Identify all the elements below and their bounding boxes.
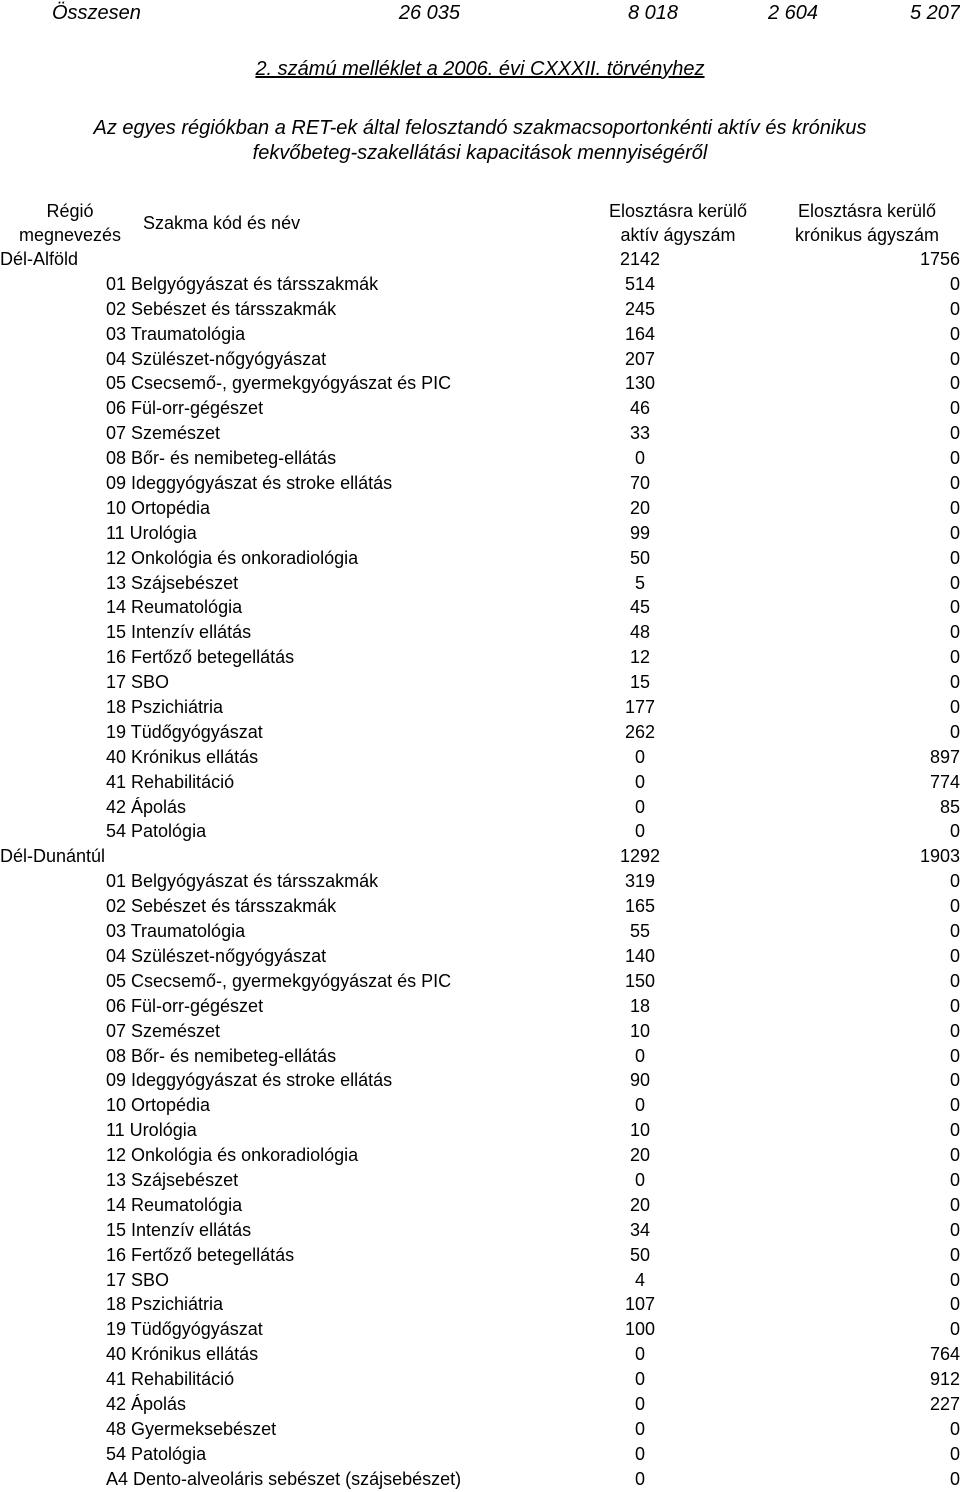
- row-active-beds: 2142: [619, 249, 661, 269]
- table-row: [0, 1044, 960, 1069]
- row-chronic-beds: 912: [929, 1369, 960, 1390]
- row-chronic-beds: 774: [929, 771, 960, 792]
- row-name: 12 Onkológia és onkoradiológia: [106, 1145, 359, 1166]
- row-active-beds: 165: [624, 896, 656, 917]
- row-active-beds: 70: [629, 473, 651, 494]
- header-active-line-1: Elosztásra kerülő: [608, 201, 748, 221]
- row-active-beds: 0: [634, 1443, 645, 1464]
- row-name: 04 Szülészet-nőgyógyászat: [106, 348, 327, 369]
- row-active-beds: 46: [629, 398, 651, 419]
- row-chronic-beds: 0: [949, 1269, 960, 1290]
- row-name: 13 Szájsebészet: [106, 1169, 239, 1190]
- row-chronic-beds: 0: [949, 1169, 960, 1190]
- row-name: 04 Szülészet-nőgyógyászat: [106, 945, 327, 966]
- row-active-beds: 0: [634, 1369, 645, 1390]
- row-name: 54 Patológia: [106, 1443, 207, 1464]
- table-row: [0, 944, 960, 969]
- table-row: [0, 994, 960, 1019]
- row-name: 03 Traumatológia: [106, 921, 246, 942]
- row-name: 42 Ápolás: [106, 1393, 187, 1414]
- row-active-beds: 0: [634, 1045, 645, 1066]
- row-active-beds: 177: [624, 697, 656, 718]
- row-active-beds: 34: [629, 1219, 651, 1240]
- row-name: 09 Ideggyógyászat és stroke ellátás: [106, 1070, 393, 1091]
- table-row: [0, 1367, 960, 1392]
- row-chronic-beds: 0: [949, 547, 960, 568]
- row-chronic-beds: 0: [949, 597, 960, 618]
- row-chronic-beds: 0: [949, 995, 960, 1016]
- row-chronic-beds: 0: [949, 622, 960, 643]
- table-row: [0, 571, 960, 596]
- region-row: [0, 844, 960, 869]
- table-row: [0, 1467, 960, 1492]
- table-row: [0, 595, 960, 620]
- row-active-beds: 90: [629, 1070, 651, 1091]
- row-active-beds: 0: [634, 746, 645, 767]
- row-chronic-beds: 0: [949, 871, 960, 892]
- row-name: Dél-Dunántúl: [0, 846, 106, 867]
- table-row: [0, 620, 960, 645]
- data-table: [0, 247, 960, 1492]
- table-row: [0, 297, 960, 322]
- row-active-beds: 48: [629, 622, 651, 643]
- row-active-beds: 99: [629, 522, 651, 543]
- row-name: 19 Tüdőgyógyászat: [106, 1319, 263, 1340]
- row-chronic-beds: 0: [949, 1319, 960, 1340]
- row-name: 05 Csecsemő-, gyermekgyógyászat és PIC: [106, 373, 452, 394]
- row-chronic-beds: 0: [949, 497, 960, 518]
- row-active-beds: 50: [629, 547, 651, 568]
- row-name: 18 Pszichiátria: [106, 1294, 224, 1315]
- row-chronic-beds: 0: [949, 1045, 960, 1066]
- table-row: [0, 1342, 960, 1367]
- row-active-beds: 100: [624, 1319, 656, 1340]
- row-name: 17 SBO: [106, 1269, 170, 1290]
- row-active-beds: 33: [629, 423, 651, 444]
- row-name: 15 Intenzív ellátás: [106, 1219, 252, 1240]
- row-name: 13 Szájsebészet: [106, 572, 239, 593]
- table-row: [0, 546, 960, 571]
- row-name: 16 Fertőző betegellátás: [106, 647, 295, 668]
- table-row: [0, 1143, 960, 1168]
- row-active-beds: 0: [634, 1344, 645, 1365]
- row-name: 01 Belgyógyászat és társszakmák: [106, 273, 379, 294]
- table-row: [0, 1168, 960, 1193]
- row-name: 17 SBO: [106, 672, 170, 693]
- row-active-beds: 10: [629, 1020, 651, 1041]
- row-name: 02 Sebészet és társszakmák: [106, 298, 337, 319]
- document-title: [0, 116, 960, 166]
- row-name: 42 Ápolás: [106, 796, 187, 817]
- row-name: Dél-Alföld: [0, 249, 79, 269]
- row-name: 19 Tüdőgyógyászat: [106, 721, 263, 742]
- row-active-beds: 0: [634, 1418, 645, 1439]
- row-chronic-beds: 0: [949, 1194, 960, 1215]
- table-row: [0, 745, 960, 770]
- row-chronic-beds: 0: [949, 473, 960, 494]
- table-row: [0, 869, 960, 894]
- row-chronic-beds: 0: [949, 672, 960, 693]
- row-name: 40 Krónikus ellátás: [106, 1344, 259, 1365]
- row-chronic-beds: 0: [949, 423, 960, 444]
- table-row: [0, 720, 960, 745]
- row-name: 06 Fül-orr-gégészet: [106, 398, 264, 419]
- row-chronic-beds: 0: [949, 448, 960, 469]
- row-chronic-beds: 0: [949, 1020, 960, 1041]
- header-chronic-line-2: krónikus ágyszám: [794, 225, 940, 245]
- row-chronic-beds: 764: [929, 1344, 960, 1365]
- row-chronic-beds: 0: [949, 572, 960, 593]
- row-active-beds: 12: [629, 647, 651, 668]
- row-name: 11 Urológia: [106, 1120, 197, 1141]
- header-region-line-2: megnevezés: [18, 225, 122, 245]
- table-row: [0, 1193, 960, 1218]
- row-chronic-beds: 0: [949, 896, 960, 917]
- header-region-line-1: Régió: [46, 201, 94, 221]
- row-chronic-beds: 0: [949, 1468, 960, 1489]
- table-row: [0, 1292, 960, 1317]
- row-active-beds: 20: [629, 497, 651, 518]
- row-active-beds: 0: [634, 1468, 645, 1489]
- row-chronic-beds: 0: [949, 1145, 960, 1166]
- row-active-beds: 0: [634, 1095, 645, 1116]
- row-active-beds: 164: [624, 323, 656, 344]
- row-active-beds: 10: [629, 1120, 651, 1141]
- row-chronic-beds: 0: [949, 821, 960, 842]
- table-row: [0, 322, 960, 347]
- row-active-beds: 18: [629, 995, 651, 1016]
- row-active-beds: 55: [629, 921, 651, 942]
- header-region: [0, 199, 140, 247]
- row-active-beds: 45: [629, 597, 651, 618]
- row-chronic-beds: 0: [949, 373, 960, 394]
- total-value-4: 5 207: [909, 2, 960, 24]
- table-row: [0, 894, 960, 919]
- table-row: [0, 1317, 960, 1342]
- row-name: 14 Reumatológia: [106, 597, 243, 618]
- row-active-beds: 0: [634, 796, 645, 817]
- table-row: [0, 1442, 960, 1467]
- header-active: [590, 199, 766, 247]
- row-name: 41 Rehabilitáció: [106, 771, 235, 792]
- row-active-beds: 50: [629, 1244, 651, 1265]
- table-row: [0, 371, 960, 396]
- table-row: [0, 670, 960, 695]
- row-name: 54 Patológia: [106, 821, 207, 842]
- row-active-beds: 130: [624, 373, 656, 394]
- row-name: 07 Szemészet: [106, 1020, 221, 1041]
- row-chronic-beds: 0: [949, 721, 960, 742]
- header-active-line-2: aktív ágyszám: [620, 225, 736, 245]
- row-active-beds: 107: [624, 1294, 656, 1315]
- row-active-beds: 262: [624, 721, 656, 742]
- row-chronic-beds: 0: [949, 273, 960, 294]
- row-name: 08 Bőr- és nemibeteg-ellátás: [106, 1045, 337, 1066]
- row-active-beds: 4: [634, 1269, 645, 1290]
- row-active-beds: 0: [634, 771, 645, 792]
- table-row: [0, 521, 960, 546]
- row-active-beds: 0: [634, 1393, 645, 1414]
- row-name: 12 Onkológia és onkoradiológia: [106, 547, 359, 568]
- row-chronic-beds: 0: [949, 921, 960, 942]
- row-name: 06 Fül-orr-gégészet: [106, 995, 264, 1016]
- table-row: [0, 1093, 960, 1118]
- row-name: 41 Rehabilitáció: [106, 1369, 235, 1390]
- row-name: 48 Gyermeksebészet: [106, 1418, 277, 1439]
- row-name: 10 Ortopédia: [106, 1095, 211, 1116]
- table-row: [0, 496, 960, 521]
- table-row: [0, 1218, 960, 1243]
- table-row: [0, 1118, 960, 1143]
- row-chronic-beds: 0: [949, 522, 960, 543]
- table-row: [0, 347, 960, 372]
- row-active-beds: 0: [634, 1169, 645, 1190]
- row-name: 01 Belgyógyászat és társszakmák: [106, 871, 379, 892]
- row-active-beds: 20: [629, 1145, 651, 1166]
- row-name: 15 Intenzív ellátás: [106, 622, 252, 643]
- total-label: Összesen: [52, 2, 141, 24]
- row-active-beds: 150: [624, 970, 656, 991]
- table-row: [0, 396, 960, 421]
- row-active-beds: 15: [629, 672, 651, 693]
- table-row: [0, 1243, 960, 1268]
- table-row: [0, 1392, 960, 1417]
- table-row: [0, 1068, 960, 1093]
- table-row: [0, 1268, 960, 1293]
- row-active-beds: 319: [624, 871, 656, 892]
- row-chronic-beds: 0: [949, 970, 960, 991]
- row-chronic-beds: 897: [929, 746, 960, 767]
- row-chronic-beds: 0: [949, 298, 960, 319]
- row-name: 18 Pszichiátria: [106, 697, 224, 718]
- row-active-beds: 5: [634, 572, 645, 593]
- row-name: A4 Dento-alveoláris sebészet (szájsebészet): [106, 1468, 462, 1489]
- row-name: 14 Reumatológia: [106, 1194, 243, 1215]
- row-chronic-beds: 0: [949, 1219, 960, 1240]
- row-chronic-beds: 0: [949, 945, 960, 966]
- title-line-1: Az egyes régiókban a RET-ek által felosztandó szakmacsoportonkénti aktív és krónikus: [93, 117, 867, 139]
- table-row: [0, 770, 960, 795]
- table-row: [0, 446, 960, 471]
- table-row: [0, 421, 960, 446]
- row-chronic-beds: 227: [929, 1393, 960, 1414]
- region-row: [0, 247, 960, 272]
- row-chronic-beds: 1756: [919, 249, 960, 269]
- row-name: 07 Szemészet: [106, 423, 221, 444]
- row-chronic-beds: 0: [949, 398, 960, 419]
- row-active-beds: 514: [624, 273, 656, 294]
- row-name: 02 Sebészet és társszakmák: [106, 896, 337, 917]
- table-row: [0, 645, 960, 670]
- row-chronic-beds: 0: [949, 348, 960, 369]
- table-row: [0, 969, 960, 994]
- title-line-2: fekvőbeteg-szakellátási kapacitások mennyiségéről: [252, 142, 708, 164]
- total-row: [0, 2, 960, 28]
- total-value-1: 26 035: [398, 2, 460, 24]
- row-chronic-beds: 0: [949, 323, 960, 344]
- table-row: [0, 819, 960, 844]
- row-chronic-beds: 85: [939, 796, 960, 817]
- table-row: [0, 272, 960, 297]
- header-chronic: [774, 199, 960, 247]
- row-active-beds: 0: [634, 821, 645, 842]
- row-active-beds: 0: [634, 448, 645, 469]
- table-row: [0, 695, 960, 720]
- row-active-beds: 245: [624, 298, 656, 319]
- row-active-beds: 1292: [619, 846, 661, 867]
- total-value-2: 8 018: [627, 2, 678, 24]
- row-chronic-beds: 0: [949, 1443, 960, 1464]
- total-value-3: 2 604: [767, 2, 818, 24]
- row-chronic-beds: 0: [949, 1244, 960, 1265]
- row-name: 08 Bőr- és nemibeteg-ellátás: [106, 448, 337, 469]
- row-active-beds: 140: [624, 945, 656, 966]
- row-name: 40 Krónikus ellátás: [106, 746, 259, 767]
- row-chronic-beds: 0: [949, 1070, 960, 1091]
- table-row: [0, 795, 960, 820]
- row-chronic-beds: 0: [949, 1095, 960, 1116]
- row-chronic-beds: 0: [949, 697, 960, 718]
- row-active-beds: 207: [624, 348, 656, 369]
- table-row: [0, 1417, 960, 1442]
- row-active-beds: 20: [629, 1194, 651, 1215]
- row-name: 11 Urológia: [106, 522, 197, 543]
- row-chronic-beds: 0: [949, 1418, 960, 1439]
- row-name: 16 Fertőző betegellátás: [106, 1244, 295, 1265]
- header-chronic-line-1: Elosztásra kerülő: [797, 201, 937, 221]
- row-name: 09 Ideggyógyászat és stroke ellátás: [106, 473, 393, 494]
- table-row: [0, 471, 960, 496]
- table-row: [0, 919, 960, 944]
- row-chronic-beds: 0: [949, 1120, 960, 1141]
- row-name: 05 Csecsemő-, gyermekgyógyászat és PIC: [106, 970, 452, 991]
- header-code: Szakma kód és név: [143, 213, 301, 233]
- row-chronic-beds: 0: [949, 1294, 960, 1315]
- row-name: 03 Traumatológia: [106, 323, 246, 344]
- row-chronic-beds: 1903: [919, 846, 960, 867]
- row-name: 10 Ortopédia: [106, 497, 211, 518]
- table-row: [0, 1019, 960, 1044]
- row-chronic-beds: 0: [949, 647, 960, 668]
- annex-title: 2. számú melléklet a 2006. évi CXXXII. törvényhez: [255, 58, 705, 80]
